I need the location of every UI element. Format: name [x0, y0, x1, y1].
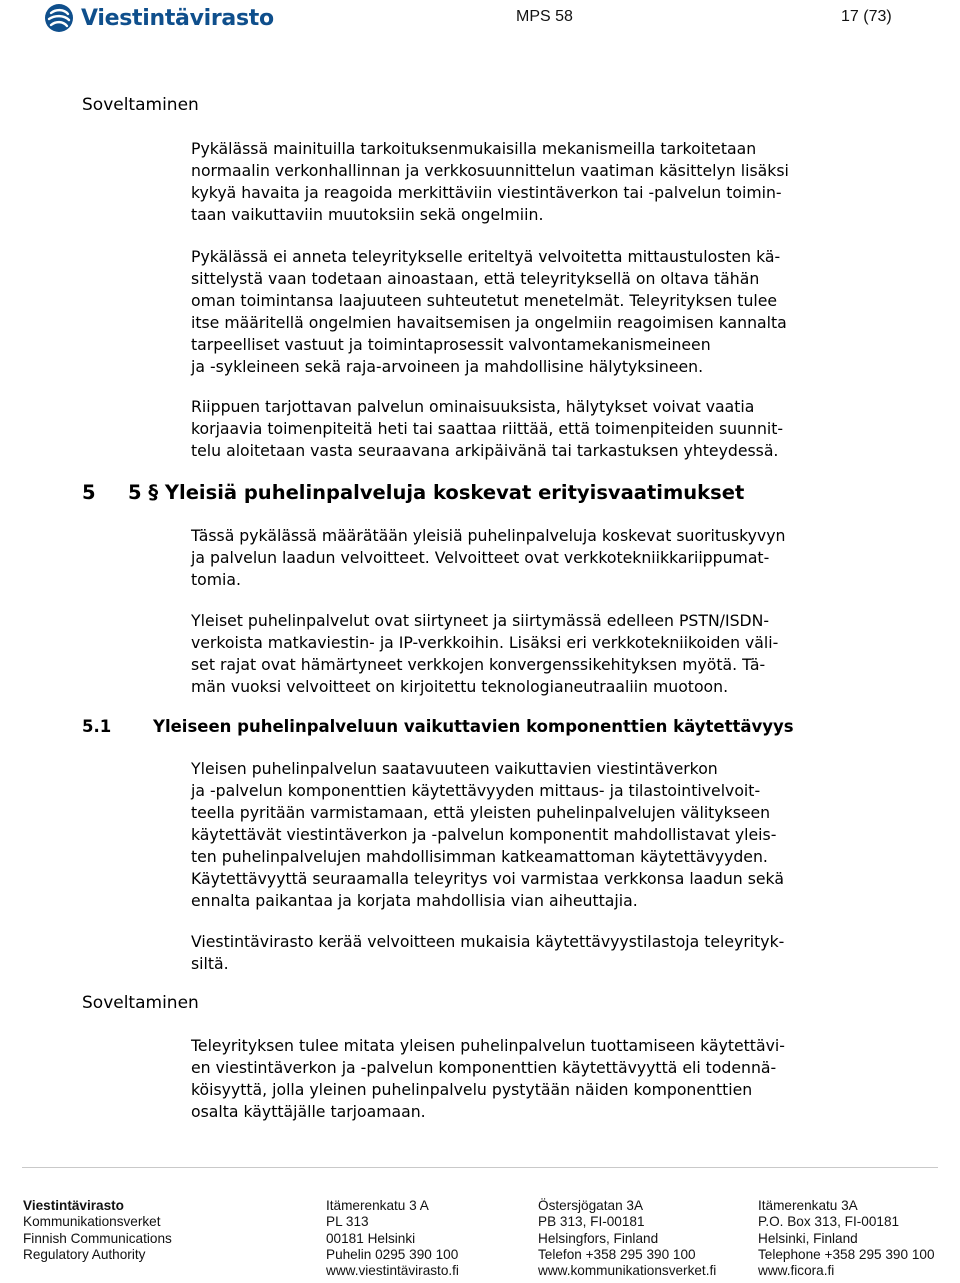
- footer-text: Telefon +358 295 390 100: [538, 1246, 696, 1262]
- text-line: korjaavia toimenpiteitä heti tai saattaa riittää, että toimenpiteiden suunnit-: [191, 419, 784, 438]
- footer-website-link[interactable]: www.viestintävirasto.fi: [326, 1263, 459, 1279]
- text-line: Viestintävirasto kerää velvoitteen mukaisia käytettävyystilastoja teleyrityk-: [191, 932, 785, 951]
- footer-text: PB 313, FI-00181: [538, 1214, 645, 1230]
- footer-column-agency: [23, 1198, 172, 1263]
- text-line: en viestintäverkon ja -palvelun komponenttien käytettävyyttä eli todennä-: [191, 1058, 777, 1077]
- paragraph: [191, 1035, 896, 1123]
- paragraph: [191, 396, 896, 462]
- text-line: itse määritellä ongelmien havaitsemisen ja ongelmiin reagoimisen kannalta: [191, 313, 787, 332]
- text-line: Tässä pykälässä määrätään yleisiä puhelinpalveluja koskevat suorituskyvyn: [191, 526, 786, 545]
- footer-text: Puhelin 0295 390 100: [326, 1246, 459, 1262]
- text-line: Teleyrityksen tulee mitata yleisen puhelinpalvelun tuottamiseen käytettävi-: [191, 1036, 785, 1055]
- text-line: Yleiset puhelinpalvelut ovat siirtyneet ja siirtymässä edelleen PSTN/ISDN-: [191, 611, 770, 630]
- footer-agency-name: Viestintävirasto: [23, 1198, 124, 1213]
- text-line: taan vaikuttaviin muutoksiin sekä ongelmiin.: [191, 205, 544, 224]
- footer-text: Regulatory Authority: [23, 1246, 146, 1262]
- footer-column-english: [758, 1198, 935, 1279]
- paragraph: [191, 138, 896, 226]
- footer-text: PL 313: [326, 1214, 369, 1230]
- text-line: sittelystä vaan todetaan ainoastaan, että teleyrityksellä on oltava tähän: [191, 269, 760, 288]
- text-line: ja -sykleineen sekä raja-arvoineen ja mahdollisine hälytyksineen.: [191, 357, 704, 376]
- text-line: kykyä havaita ja reagoida merkittäviin viestintäverkon tai -palvelun toimin-: [191, 183, 782, 202]
- footer-text: Kommunikationsverket: [23, 1214, 161, 1230]
- text-line: Pykälässä ei anneta teleyritykselle eriteltyä velvoitetta mittaustulosten kä-: [191, 247, 781, 266]
- footer-website-link[interactable]: www.kommunikationsverket.fi: [538, 1263, 717, 1279]
- footer-text: Östersjögatan 3A: [538, 1198, 644, 1213]
- text-line: Pykälässä mainituilla tarkoituksenmukaisilla mekanismeilla tarkoitetaan: [191, 139, 757, 158]
- text-line: tarpeelliset vastuut ja toimintaprosessit valvontamekanismeineen: [191, 335, 711, 354]
- footer-text: Finnish Communications: [23, 1230, 172, 1246]
- side-heading-soveltaminen: Soveltaminen: [82, 993, 199, 1013]
- text-line: Yleisen puhelinpalvelun saatavuuteen vaikuttavien viestintäverkon: [191, 759, 718, 778]
- footer-text: Itämerenkatu 3 A: [326, 1198, 429, 1213]
- footer-divider: [22, 1167, 938, 1168]
- footer-text: Itämerenkatu 3A: [758, 1198, 858, 1213]
- text-line: ten puhelinpalvelujen mahdollisimman katkeamattoman käytettävyyden.: [191, 847, 768, 866]
- text-line: käytettävät viestintäverkon ja -palvelun komponentit mahdollistavat yleis-: [191, 825, 777, 844]
- text-line: tomia.: [191, 570, 241, 589]
- text-line: verkoista matkaviestin- ja IP-verkkoihin. Lisäksi eri verkkotekniikoiden väli-: [191, 633, 779, 652]
- side-heading-soveltaminen: Soveltaminen: [82, 95, 199, 115]
- text-line: teella pyritään varmistamaan, että yleisten puhelinpalvelujen välitykseen: [191, 803, 771, 822]
- footer-text: 00181 Helsinki: [326, 1230, 416, 1246]
- section-number: 5: [82, 481, 96, 504]
- text-line: Riippuen tarjottavan palvelun ominaisuuksista, hälytykset voivat vaatia: [191, 397, 755, 416]
- footer-website-link[interactable]: www.ficora.fi: [758, 1263, 835, 1279]
- paragraph: [191, 758, 896, 912]
- text-line: ennalta paikantaa ja korjata mahdollisia vian aiheuttajia.: [191, 891, 638, 910]
- document-id: MPS 58: [516, 8, 573, 25]
- section-title: Yleiseen puhelinpalveluun vaikuttavien komponenttien käytettävyys: [153, 717, 794, 736]
- text-line: oman toimintansa laajuuteen suhteutetut menetelmät. Teleyrityksen tulee: [191, 291, 778, 310]
- page-header: [0, 0, 960, 40]
- section-heading-5-1: [82, 717, 794, 736]
- text-line: telu aloitetaan vasta seuraavana arkipäivänä tai tarkastuksen yhteydessä.: [191, 441, 779, 460]
- text-line: Käytettävyyttä seuraamalla teleyritys voi varmistaa verkkonsa laadun sekä: [191, 869, 784, 888]
- section-number: 5.1: [82, 717, 112, 736]
- globe-swirl-icon: [44, 3, 74, 33]
- logo-text: Viestintävirasto: [81, 5, 274, 31]
- paragraph: [191, 525, 896, 591]
- text-line: set rajat ovat hämärtyneet verkkojen konvergenssikehityksen myötä. Tä-: [191, 655, 766, 674]
- section-title: 5 § Yleisiä puhelinpalveluja koskevat erityisvaatimukset: [128, 481, 745, 504]
- section-heading-5: [82, 481, 744, 504]
- paragraph: [191, 610, 896, 698]
- text-line: ja palvelun laadun velvoitteet. Velvoitteet ovat verkkotekniikkariippumat-: [191, 548, 770, 567]
- text-line: siltä.: [191, 954, 229, 973]
- text-line: osalta käyttäjälle tarjoamaan.: [191, 1102, 426, 1121]
- page-number: 17 (73): [841, 8, 892, 25]
- paragraph: [191, 931, 896, 975]
- text-line: köisyyttä, jolla yleinen puhelinpalvelu pystytään näiden komponenttien: [191, 1080, 753, 1099]
- text-line: ja -palvelun komponenttien käytettävyyden mittaus- ja tilastointivelvoit-: [191, 781, 761, 800]
- paragraph: [191, 246, 896, 378]
- footer-text: Helsinki, Finland: [758, 1230, 858, 1246]
- footer-column-finnish: [326, 1198, 459, 1279]
- text-line: normaalin verkonhallinnan ja verkkosuunnittelun vaatiman käsittelyn lisäksi: [191, 161, 789, 180]
- footer-text: P.O. Box 313, FI-00181: [758, 1214, 900, 1230]
- agency-logo: [44, 3, 274, 33]
- footer-column-swedish: [538, 1198, 716, 1279]
- footer-text: Telephone +358 295 390 100: [758, 1246, 935, 1262]
- footer-text: Helsingfors, Finland: [538, 1230, 659, 1246]
- text-line: män vuoksi velvoitteet on kirjoitettu teknologianeutraaliin muotoon.: [191, 677, 729, 696]
